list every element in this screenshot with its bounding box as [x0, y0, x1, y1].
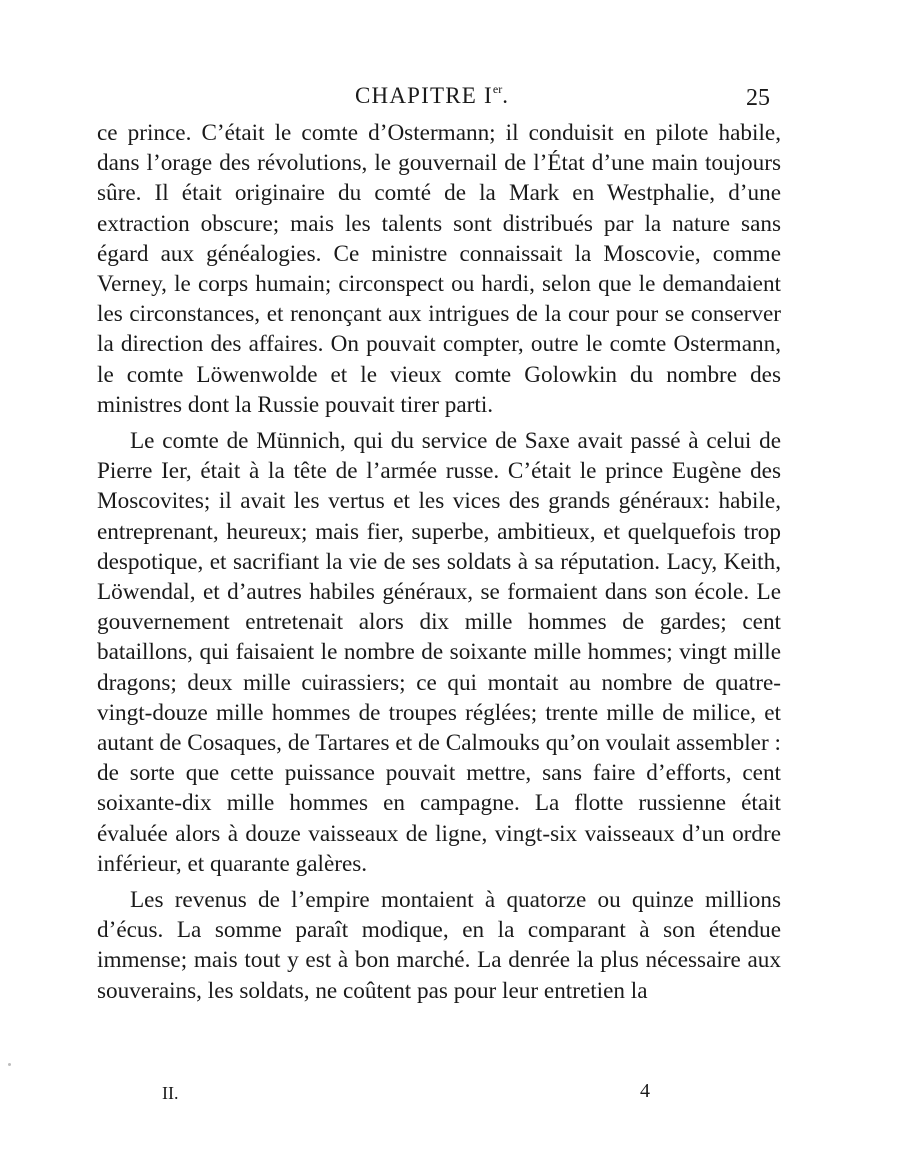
running-title	[355, 82, 509, 110]
running-title-superscript: er	[492, 82, 503, 96]
page-number: 25	[746, 85, 770, 111]
running-title-period: .	[502, 83, 510, 108]
paper-speck	[8, 1063, 11, 1066]
signature-mark: 4	[640, 1080, 650, 1102]
body-text	[97, 118, 781, 1006]
paragraph-revenues: Les revenus de l’empire montaient à quatorze ou quinze millions d’écus. La somme paraît modique, en la comparant à son étendue immense; mais tout y est à bon marché. La denrée la plus nécessaire aux souverains, les soldats, ne coûtent pas pour leur entretien la	[97, 887, 781, 1004]
running-title-text: CHAPITRE I	[355, 83, 493, 108]
paragraph-continuation: ce prince. C’était le comte d’Ostermann; il conduisit en pilote habile, dans l’orage des révolutions, le gouvernail de l’État d’une main toujours sûre. Il était originaire du comté de la Mark en Westphalie, d’une extraction obscure; mais les talents sont distribués par la nature sans égard aux généalogies. Ce ministre connaissait la Moscovie, comme Verney, le corps humain; circonspect ou hardi, selon que le demandaient les circonstances, et renonçant aux intrigues de la cour pour se conserver la direction des affaires. On pouvait compter, outre le comte Ostermann, le comte Löwenwolde et le vieux comte Golowkin du nombre des ministres dont la Russie pouvait tirer parti.	[97, 120, 781, 418]
volume-mark: II.	[162, 1083, 179, 1103]
paragraph-munnich: Le comte de Münnich, qui du service de Saxe avait passé à celui de Pierre Ier, était à la tête de l’armée russe. C’était le prince Eugène des Moscovites; il avait les vertus et les vices des grands généraux: habile, entreprenant, heureux; mais fier, superbe, ambitieux, et quelquefois trop despotique, et sacrifiant la vie de ses soldats à sa réputation. Lacy, Keith, Löwendal, et d’autres habiles généraux, se formaient dans son école. Le gouvernement entretenait alors dix mille hommes de gardes; cent bataillons, qui faisaient le nombre de soixante mille hommes; vingt mille dragons; deux mille cuirassiers; ce qui montait au nombre de quatre-vingt-douze mille hommes de troupes réglées; trente mille de milice, et autant de Cosaques, de Tartares et de Calmouks qu’on voulait assembler : de sorte que cette puissance pouvait mettre, sans faire d’efforts, cent soixante-dix mille hommes en campagne. La flotte russienne était évaluée alors à douze vaisseaux de ligne, vingt-six vaisseaux d’un ordre inférieur, et quarante galères.	[97, 428, 781, 877]
